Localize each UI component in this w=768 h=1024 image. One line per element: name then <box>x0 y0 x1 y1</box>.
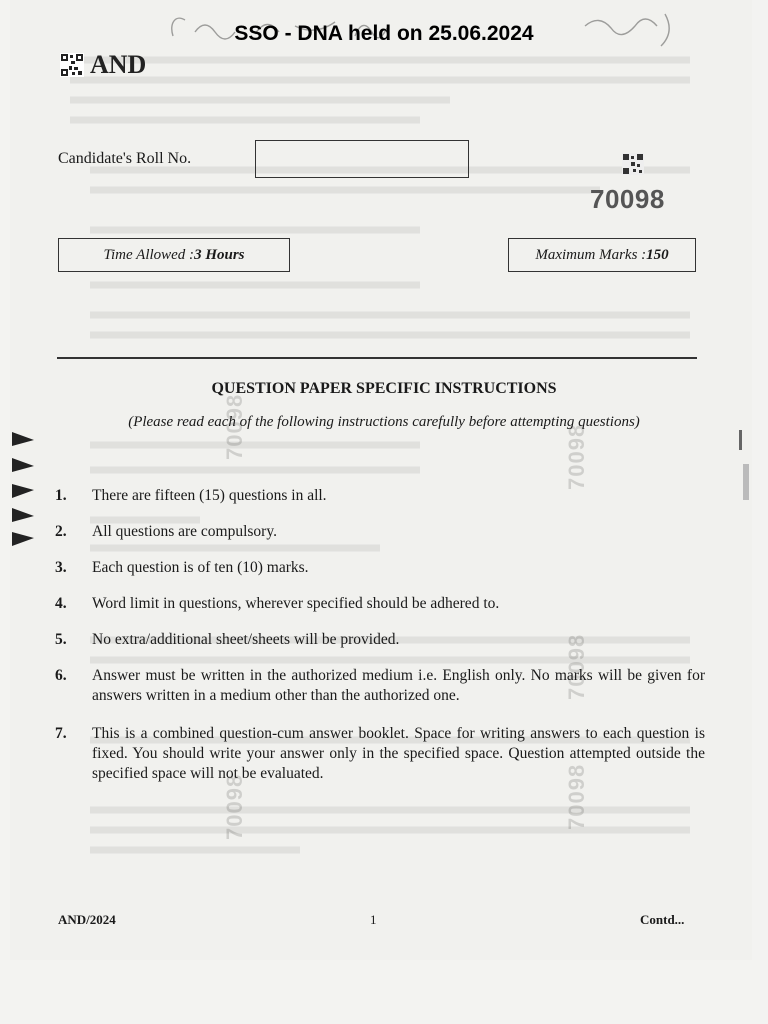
instruction-number: 3. <box>55 559 67 576</box>
paper-code-block <box>60 50 146 80</box>
instruction-item <box>55 666 705 706</box>
serial-number: 70098 <box>590 184 665 214</box>
time-allowed-value: 3 Hours <box>194 246 245 263</box>
watermark: 70098 <box>564 633 589 700</box>
watermark: 70098 <box>222 393 247 460</box>
time-allowed-box <box>58 238 290 272</box>
qr-code-icon <box>622 153 644 175</box>
section-title: QUESTION PAPER SPECIFIC INSTRUCTIONS <box>211 380 557 397</box>
divider <box>57 357 697 359</box>
instruction-text: Answer must be written in the authorized medium i.e. English only. No marks will be given for answers written in a medium other than the authorized one. <box>92 667 705 704</box>
instruction-item <box>55 594 705 614</box>
instruction-number: 4. <box>55 595 67 612</box>
instruction-text: Word limit in questions, wherever specified should be adhered to. <box>92 595 500 612</box>
instruction-item <box>55 630 705 650</box>
continued-label: Contd... <box>640 912 685 927</box>
paper-code: AND <box>90 50 147 79</box>
header-banner: SSO - DNA held on 25.06.2024 <box>234 22 534 45</box>
instruction-number: 6. <box>55 667 67 684</box>
section-subtitle: (Please read each of the following instructions carefully before attempting questions) <box>128 414 640 430</box>
maximum-marks-label: Maximum Marks : <box>535 246 647 263</box>
instruction-item <box>55 558 705 578</box>
watermark: 70098 <box>564 423 589 490</box>
roll-number-field[interactable] <box>255 140 469 178</box>
instruction-number: 5. <box>55 631 67 648</box>
instruction-number: 1. <box>55 487 67 504</box>
instruction-number: 7. <box>55 725 67 742</box>
instruction-text: This is a combined question-cum answer booklet. Space for writing answers to each question is fixed. You should write your answer only in the specified space. Question attempted outside the specified space will not be evaluated. <box>92 725 705 782</box>
page-number: 1 <box>370 912 377 927</box>
watermark: 70098 <box>564 763 589 830</box>
instruction-text: All questions are compulsory. <box>92 523 277 540</box>
qr-code-icon <box>60 53 84 77</box>
instruction-number: 2. <box>55 523 67 540</box>
watermark: 70098 <box>222 773 247 840</box>
instruction-text: There are fifteen (15) questions in all. <box>92 487 327 504</box>
instruction-text: No extra/additional sheet/sheets will be provided. <box>92 631 400 648</box>
maximum-marks-box <box>508 238 696 272</box>
instruction-item <box>55 486 705 506</box>
roll-number-label: Candidate's Roll No. <box>58 150 192 167</box>
page-edge-mark <box>737 420 751 510</box>
maximum-marks-value: 150 <box>646 246 669 263</box>
footer-paper-code: AND/2024 <box>58 912 116 927</box>
instruction-item <box>55 724 705 784</box>
binding-marks <box>8 428 40 552</box>
instruction-text: Each question is of ten (10) marks. <box>92 559 309 576</box>
time-allowed-label: Time Allowed : <box>103 246 195 263</box>
instruction-item <box>55 522 705 542</box>
